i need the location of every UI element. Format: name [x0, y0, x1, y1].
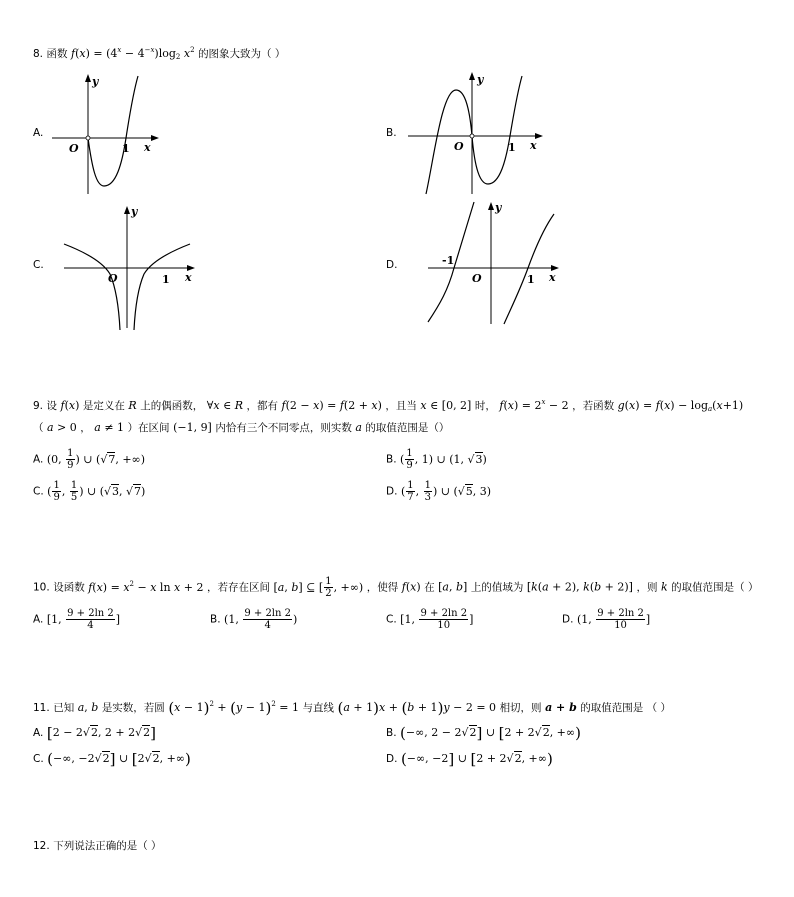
- q11-stem: 11. 已知 a, b 是实数，若圆 $(x - 1)^2 + (y - 1)^2 = 1$ 与直线 (a + 1)x + (b + 1)y − 2 = 0 相切，则 a + b 的取值范围是 （ ）: [33, 699, 671, 717]
- q12-stem: [33, 839, 162, 853]
- right-branch: [134, 244, 190, 330]
- q8-number: 8.: [33, 48, 44, 60]
- q10-text-2: ，若存在区间: [206, 581, 270, 594]
- q10-option-a[interactable]: A. [1, $\frac{9 + 2\ln 2}{4}$ ]: [33, 608, 121, 631]
- q11-option-c-label: C.: [33, 753, 44, 765]
- q10-option-c[interactable]: C. [1, $\frac{9 + 2\ln 2}{10}$ ]: [386, 608, 474, 631]
- q12-number: 12.: [33, 840, 50, 852]
- q11-text-5: 的取值范围是 （ ）: [580, 702, 671, 714]
- q9-option-d-label: D.: [386, 485, 398, 498]
- q9-text-11: 内恰有三个不同零点，则实数: [215, 422, 352, 434]
- origin-hole: [86, 136, 90, 140]
- q9-text-12: 的取值范围是（）: [365, 422, 450, 434]
- x-label: x: [549, 271, 556, 284]
- x-label: x: [185, 271, 192, 284]
- q9-text-1: 设: [46, 400, 58, 412]
- q9-text-4: ，都有: [246, 400, 279, 412]
- q10-stem: 10. 设函数 $f(x) = x^2 - x$ ln x + 2 ，若存在区间 [a, b] ⊆ [ $\frac{1}{2}$ , +∞) ，使得 f(x) 在 [a, b] 上的值域为 [k(a + 2), k(b + 2)] ，则 k 的取值范围是（ ）: [33, 576, 759, 599]
- q8-graph-c: [60, 202, 202, 332]
- q9-option-b[interactable]: B. ( $\frac{1}{9}$ , 1) ∪ (1, √3): [386, 448, 487, 471]
- q10-option-c-label: C.: [386, 613, 397, 626]
- q9-text-10: ）在区间: [127, 422, 170, 434]
- q11-text-1: 已知: [53, 702, 75, 714]
- x-axis-arrow-icon: [151, 135, 159, 141]
- neg-one-label: -1: [442, 254, 455, 267]
- q11-text-2: 是实数，若圆: [101, 702, 165, 714]
- q9-text-2: 是定义在: [82, 400, 125, 412]
- origin-label: O: [454, 140, 464, 153]
- q11-option-c[interactable]: C. (−∞, −2√2] ∪ [2√2, +∞): [33, 750, 191, 768]
- q8-graph-b: [404, 68, 549, 198]
- q10-number: 10.: [33, 581, 50, 594]
- q9-option-c[interactable]: C. ( $\frac{1}{9}$ , $\frac{1}{5}$ ) ∪ (√3, √7): [33, 480, 146, 503]
- q10-text-6: ，则: [636, 581, 658, 594]
- q9-option-a-label: A.: [33, 453, 44, 466]
- q11-option-b[interactable]: B. (−∞, 2 − 2√2] ∪ [2 + 2√2, +∞): [386, 724, 581, 742]
- y-label: y: [477, 73, 484, 86]
- q11-text-4: 相切，则: [499, 702, 542, 714]
- one-label: 1: [162, 273, 170, 286]
- q8-stem: [33, 47, 285, 61]
- q10-option-a-label: A.: [33, 613, 44, 626]
- x-label: x: [530, 139, 537, 152]
- q9-option-d[interactable]: D. ( $\frac{1}{7}$ , $\frac{1}{3}$ ) ∪ (√5, 3): [386, 480, 492, 503]
- y-axis-arrow-icon: [124, 206, 130, 214]
- q8-graph-a: [48, 72, 163, 198]
- y-label: y: [131, 205, 138, 218]
- q10-text-3: ，使得: [366, 581, 399, 594]
- q9-text-9: ，: [80, 422, 91, 434]
- q11-option-d-label: D.: [386, 753, 398, 765]
- q8-stem-post: 的图象大致为（ ）: [198, 48, 286, 60]
- q9-option-b-label: B.: [386, 453, 397, 466]
- one-label: 1: [527, 273, 535, 286]
- q10-text-7: 的取值范围是（ ）: [671, 581, 759, 594]
- q9-stem-line2: （ a > 0 ， a ≠ 1 ）在区间 (−1, 9] 内恰有三个不同零点，则实数 a 的取值范围是（）: [33, 421, 450, 434]
- q9-number: 9.: [33, 400, 44, 412]
- q11-option-a[interactable]: A. [2 − 2√2, 2 + 2√2]: [33, 724, 157, 742]
- q8-option-c-label: C.: [33, 259, 44, 271]
- y-axis-arrow-icon: [488, 202, 494, 210]
- y-axis-arrow-icon: [85, 74, 91, 82]
- q10-option-b-label: B.: [210, 613, 221, 626]
- y-axis-arrow-icon: [469, 72, 475, 80]
- one-label: 1: [508, 141, 516, 154]
- q11-option-d[interactable]: D. (−∞, −2] ∪ [2 + 2√2, +∞): [386, 750, 553, 768]
- q8-stem-pre: 函数: [46, 48, 68, 60]
- origin-label: O: [69, 142, 79, 155]
- q10-option-d-label: D.: [562, 613, 574, 626]
- origin-hole: [470, 134, 474, 138]
- left-branch: [64, 244, 120, 330]
- q11-option-b-label: B.: [386, 727, 397, 739]
- curve: [88, 76, 138, 186]
- origin-label: O: [472, 272, 482, 285]
- q10-option-d[interactable]: D. (1, $\frac{9 + 2\ln 2}{10}$ ]: [562, 608, 651, 631]
- q8-option-b-label: B.: [386, 127, 397, 139]
- q9-text-8: （: [33, 422, 44, 434]
- q8-option-a-label: A.: [33, 127, 44, 139]
- q9-option-a[interactable]: A. (0, $\frac{1}{9}$ ) ∪ (√7, +∞): [33, 448, 145, 471]
- origin-label: O: [108, 272, 118, 285]
- q10-text-5: 上的值域为: [470, 581, 524, 594]
- q11-text-3: 与直线: [302, 702, 334, 714]
- q9-option-c-label: C.: [33, 485, 44, 498]
- q10-text-1: 设函数: [53, 581, 85, 594]
- q10-text-4: 在: [424, 581, 435, 594]
- q8-formula: $f(x) = (4^x - 4^{-x})\log_2$ $x^2$: [71, 46, 195, 61]
- q9-text-5: ，且当: [385, 400, 417, 412]
- x-label: x: [144, 141, 151, 154]
- q12-text: 下列说法正确的是（ ）: [53, 840, 162, 852]
- right-branch: [504, 214, 554, 324]
- q10-option-b[interactable]: B. (1, $\frac{9 + 2\ln 2}{4}$ ): [210, 608, 298, 631]
- y-label: y: [92, 75, 99, 88]
- q9-stem-line1: 9. 设 f(x) 是定义在 R 上的偶函数， ∀x ∈ R ，都有 f(2 − x) = f(2 + x) ，且当 x ∈ [0, 2] 时， $f(x) = 2^x - 2$ ，若函数 $g(x) = f(x) - \log_a(x+1)$: [33, 398, 744, 413]
- q11-number: 11.: [33, 702, 50, 714]
- q8-graph-d: [424, 198, 564, 328]
- q11-option-a-label: A.: [33, 727, 44, 739]
- q9-text-3: 上的偶函数，: [140, 400, 204, 412]
- one-label: 1: [122, 142, 130, 155]
- q9-text-7: ，若函数: [572, 400, 615, 412]
- q8-option-d-label: D.: [386, 259, 398, 271]
- q9-text-6: 时，: [474, 400, 496, 412]
- y-label: y: [495, 201, 502, 214]
